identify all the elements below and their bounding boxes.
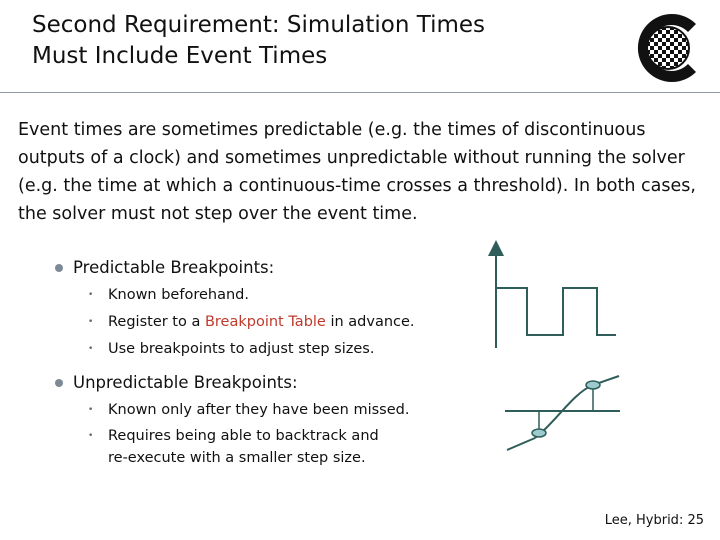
square-wave-diagram: [480, 240, 620, 355]
title-divider: [0, 92, 720, 93]
slide-title: [32, 10, 592, 72]
threshold-crossing-diagram: [495, 368, 630, 468]
predictable-heading: [55, 258, 274, 277]
step-point-after: [586, 381, 600, 389]
bullet-dot-icon: [55, 264, 63, 272]
step-point-before: [532, 429, 546, 437]
title-line-2: Must Include Event Times: [32, 43, 328, 69]
unpredictable-heading: [55, 373, 298, 392]
list-item: • Known only after they have been missed.: [88, 402, 410, 418]
bullet-dot-icon: [55, 379, 63, 387]
list-item: • Register to a Breakpoint Table in advance.: [88, 314, 415, 330]
title-line-1: Second Requirement: Simulation Times: [32, 12, 486, 38]
slide-footer: Lee, Hybrid: 25: [604, 513, 704, 528]
predictable-heading-text: Predictable Breakpoints:: [73, 258, 275, 277]
logo-checkerboard-c-icon: [626, 6, 710, 90]
unpredictable-heading-text: Unpredictable Breakpoints:: [73, 373, 298, 392]
list-item: • Use breakpoints to adjust step sizes.: [88, 341, 375, 357]
breakpoint-table-term: Breakpoint Table: [204, 314, 326, 330]
intro-paragraph: Event times are sometimes predictable (e.g. the times of discontinuous outputs of a clock) and sometimes unpredictable without running the solver (e.g. the time at which a continuous-time crosses a threshold). In both cases, the solver must not step over the event time.: [18, 120, 696, 224]
list-item: • Known beforehand.: [88, 287, 249, 303]
list-item: • Requires being able to backtrack and re-execute with a smaller step size.: [88, 428, 379, 466]
